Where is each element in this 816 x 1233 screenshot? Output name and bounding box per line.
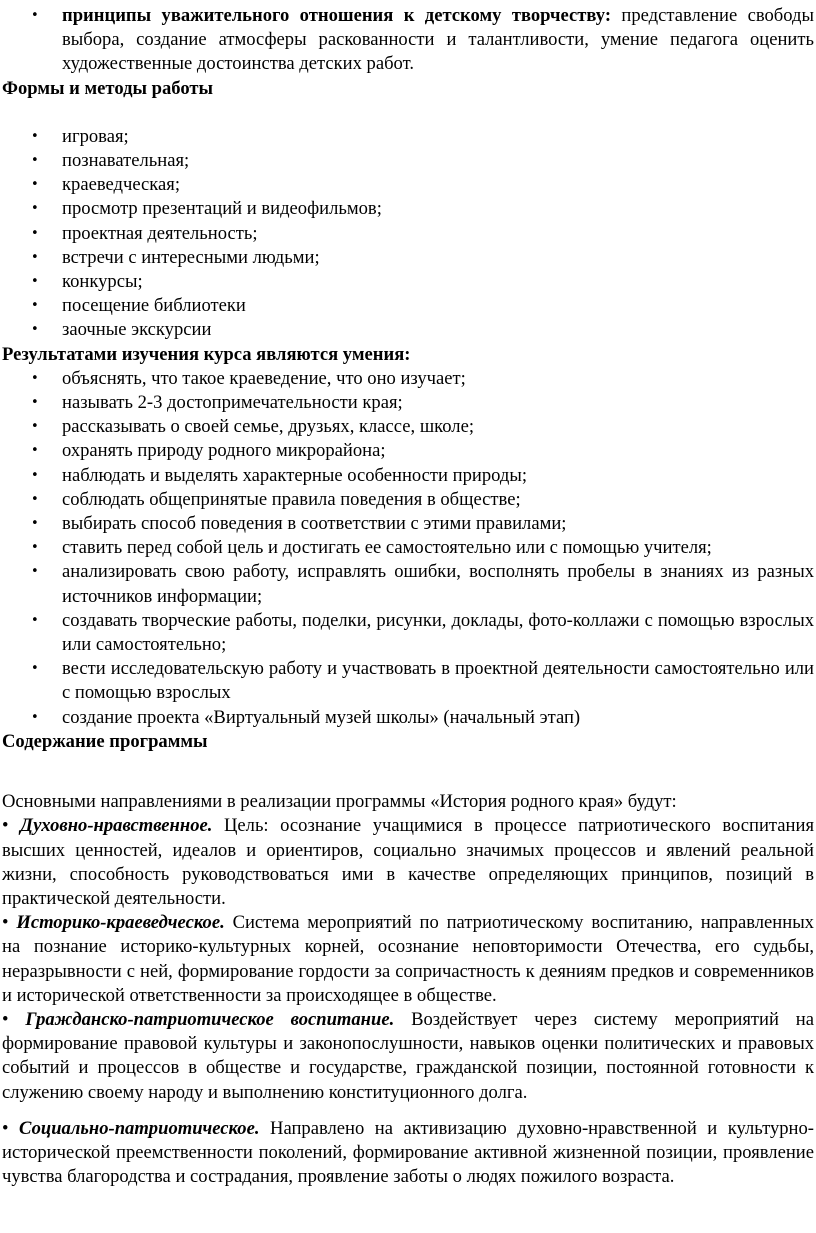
principles-list <box>0 4 816 77</box>
spacer <box>0 778 816 790</box>
list-item: • наблюдать и выделять характерные особенности природы; <box>0 464 816 488</box>
document-page <box>0 4 816 1189</box>
direction-text: Система мероприятий по патриотическому воспитанию, направленных на познание историко-культурных корней, осознание неповторимости Отечества, его судьбы, неразрывности с ней, формирование гордости за сопричастность к деяниям предков и современников и исторической ответственности за происходящее в обществе. <box>2 912 814 1006</box>
forms-list <box>0 125 816 343</box>
list-item: • объяснять, что такое краеведение, что оно изучает; <box>0 367 816 391</box>
direction-text: Цель: осознание учащимися в процессе патриотического воспитания высших ценностей, идеалов и ориентиров, социально значимых процессов и явлений реальной жизни, способность руководствоваться ими в качестве определяющих принципов, позиций в практической деятельности. <box>2 815 814 909</box>
results-list <box>0 367 816 730</box>
results-heading: Результатами изучения курса являются умения: <box>2 343 411 365</box>
bullet: • <box>2 1008 9 1030</box>
list-item: • познавательная; <box>0 149 816 173</box>
bullet: • <box>2 815 9 837</box>
direction-paragraph <box>0 814 816 911</box>
direction-title: Гражданско-патриотическое воспитание. <box>25 1008 395 1030</box>
list-item: • анализировать свою работу, исправлять ошибки, восполнять пробелы в знаниях из разных источников информации; <box>0 560 816 608</box>
list-item: • ставить перед собой цель и достигать ее самостоятельно или с помощью учителя; <box>0 536 816 560</box>
direction-paragraph <box>0 911 816 1008</box>
list-item: • охранять природу родного микрорайона; <box>0 439 816 463</box>
forms-heading: Формы и методы работы <box>2 77 214 99</box>
spacer <box>0 101 816 125</box>
list-item: • выбирать способ поведения в соответствии с этими правилами; <box>0 512 816 536</box>
list-item: • конкурсы; <box>0 270 816 294</box>
directions-block <box>0 814 816 1189</box>
bullet: • <box>2 912 9 934</box>
list-item: • посещение библиотеки <box>0 294 816 318</box>
list-item: • называть 2-3 достопримечательности края; <box>0 391 816 415</box>
list-item: • краеведческая; <box>0 173 816 197</box>
direction-paragraph <box>0 1117 816 1190</box>
direction-text: Направлено на активизацию духовно-нравственной и культурно-исторической преемственности поколений, формирование активной жизненной позиции, проявление чувства благородства и сострадания, проявление заботы о людях пожилого возраста. <box>2 1117 814 1188</box>
spacer <box>0 754 816 778</box>
list-item: • соблюдать общепринятые правила поведения в обществе; <box>0 488 816 512</box>
direction-title: Духовно-нравственное. <box>20 815 213 837</box>
list-item: • встречи с интересными людьми; <box>0 246 816 270</box>
spacer <box>0 1105 816 1117</box>
principles-item <box>0 4 816 77</box>
list-item: • рассказывать о своей семье, друзьях, классе, школе; <box>0 415 816 439</box>
direction-paragraph <box>0 1008 816 1105</box>
content-intro: Основными направлениями в реализации программы «История родного края» будут: <box>2 791 677 813</box>
principles-item-text: представление свободы выбора, создание атмосферы раскованности и талантливости, умение педагога оценить художественные достоинства детских работ. <box>62 5 814 75</box>
list-item: • заочные экскурсии <box>0 318 816 342</box>
list-item: • игровая; <box>0 125 816 149</box>
content-heading: Содержание программы <box>2 730 208 752</box>
direction-text: Воздействует через систему мероприятий на формирование правовой культуры и законопослушности, навыков оценки политических и правовых событий и процессов в обществе и государстве, гражданской позиции, постоянной готовности к служению своему народу и выполнению конституционного долга. <box>2 1008 814 1103</box>
bullet: • <box>2 1117 9 1139</box>
list-item: • вести исследовательскую работу и участвовать в проектной деятельности самостоятельно или с помощью взрослых <box>0 657 816 705</box>
principles-item-bold: принципы уважительного отношения к детскому творчеству: <box>62 5 612 26</box>
direction-title: Историко-краеведческое. <box>16 912 225 934</box>
direction-title: Социально-патриотическое. <box>19 1117 260 1139</box>
list-item: • просмотр презентаций и видеофильмов; <box>0 197 816 221</box>
list-item: • проектная деятельность; <box>0 222 816 246</box>
list-item: • создание проекта «Виртуальный музей школы» (начальный этап) <box>0 706 816 730</box>
list-item: • создавать творческие работы, поделки, рисунки, доклады, фото-коллажи с помощью взрослых или самостоятельно; <box>0 609 816 657</box>
